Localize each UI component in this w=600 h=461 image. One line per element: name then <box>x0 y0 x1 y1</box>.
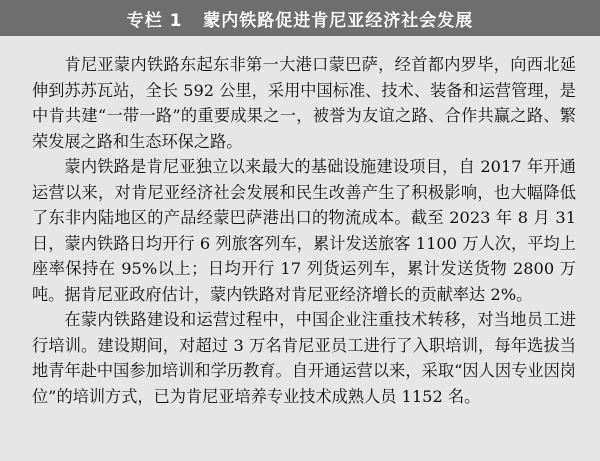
paragraph-3: 在蒙内铁路建设和运营过程中，中国企业注重技术转移，对当地员工进行培训。建设期间，对超过 3 万名肯尼亚员工进行了入职培训，每年选拔当地青年赴中国参加培训和学历教育。自开通运营以来，采取“因人因专业因岗位”的培训方式，已为肯尼亚培养专业技术成熟人员 1152 名。 <box>32 310 576 406</box>
box-title: 专栏 1 蒙内铁路促进肯尼亚经济社会发展 <box>126 10 474 31</box>
paragraph-2: 蒙内铁路是肯尼亚独立以来最大的基础设施建设项目，自 2017 年开通运营以来，对肯尼亚经济社会发展和民生改善产生了积极影响，也大幅降低了东非内陆地区的产品经蒙巴萨港出口的物流成本。截至 2023 年 8 月 31 日，蒙内铁路日均开行 6 列旅客列车，累计发送旅客 1100 万人次，平均上座率保持在 95%以上；日均开行 17 列货运列车，累计发送货物 2800 万吨。据肯尼亚政府估计，蒙内铁路对肯尼亚经济增长的贡献率达 2%。 <box>32 157 576 304</box>
box-header <box>0 0 600 36</box>
box-content <box>32 52 576 409</box>
paragraph-1: 肯尼亚蒙内铁路东起东非第一大港口蒙巴萨，经首都内罗毕，向西北延伸到苏苏瓦站，全长 592 公里，采用中国标准、技术、装备和运营管理，是中肯共建“一带一路”的重要成果之一，被誉为友谊之路、合作共赢之路、繁荣发展之路和生态环保之路。 <box>32 55 576 151</box>
